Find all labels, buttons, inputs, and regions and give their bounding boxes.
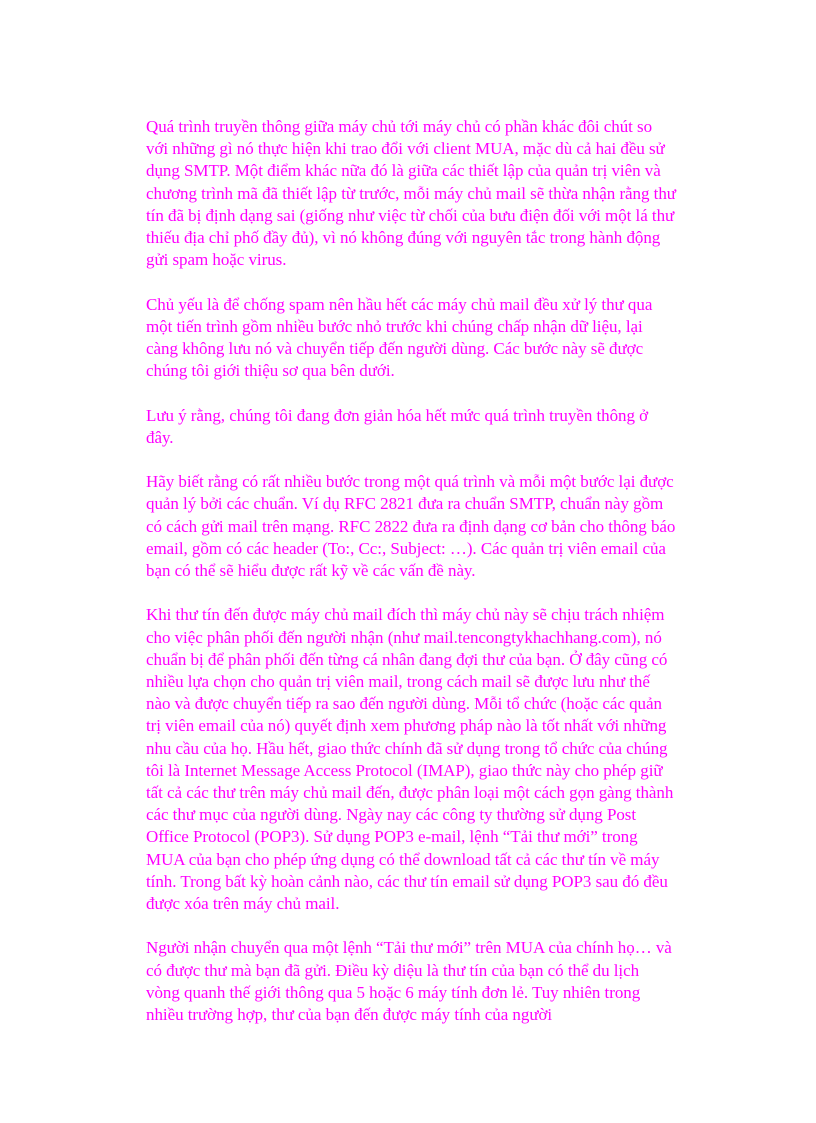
paragraph: Chủ yếu là để chống spam nên hầu hết các máy chủ mail đều xử lý thư qua một tiến trình gồm nhiều bước nhỏ trước khi chúng chấp nhận dữ liệu, lại càng không lưu nó và chuyển tiếp đến người dùng. Các bước này sẽ được chúng tôi giới thiệu sơ qua bên dưới. [146, 294, 653, 381]
paragraph: Lưu ý rằng, chúng tôi đang đơn giản hóa hết mức quá trình truyền thông ở đây. [146, 405, 649, 447]
document-body [146, 116, 676, 1026]
paragraph: Hãy biết rằng có rất nhiều bước trong một quá trình và mỗi một bước lại được quản lý bởi các chuẩn. Ví dụ RFC 2821 đưa ra chuẩn SMTP, chuẩn này gồm có cách gửi mail trên mạng. RFC 2822 đưa ra định dạng cơ bản cho thông báo email, gồm có các header (To:, Cc:, Subject: …). Các quản trị viên email của bạn có thể sẽ hiểu được rất kỹ về các vấn đề này. [146, 472, 676, 581]
paragraph: Quá trình truyền thông giữa máy chủ tới máy chủ có phần khác đôi chút so với những gì nó thực hiện khi trao đổi với client MUA, mặc dù cả hai đều sử dụng SMTP. Một điểm khác nữa đó là giữa các thiết lập của quản trị viên và chương trình mã đã thiết lập từ trước, mỗi máy chủ mail sẽ thừa nhận rằng thư tín đã bị định dạng sai (giống như việc từ chối của bưu điện đối với một lá thư thiếu địa chỉ phố đầy đủ), vì nó không đúng với nguyên tắc trong hành động gửi spam hoặc virus. [146, 117, 676, 270]
paragraph: Khi thư tín đến được máy chủ mail đích thì máy chủ này sẽ chịu trách nhiệm cho việc phân phối đến người nhận (như mail.tencongtykhachhang.com), nó chuẩn bị để phân phối đến từng cá nhân đang đợi thư của bạn. Ở đây cũng có nhiều lựa chọn cho quản trị viên mail, trong cách mail sẽ được lưu như thế nào và được chuyển tiếp ra sao đến người dùng. Mỗi tổ chức (hoặc các quản trị viên email của nó) quyết định xem phương pháp nào là tốt nhất với những nhu cầu của họ. Hầu hết, giao thức chính đã sử dụng trong tổ chức của chúng tôi là Internet Message Access Protocol (IMAP), giao thức này cho phép giữ tất cả các thư trên máy chủ mail đến, được phân loại một cách gọn gàng thành các thư mục của người dùng. Ngày nay các công ty thường sử dụng Post Office Protocol (POP3). Sử dụng POP3 e-mail, lệnh “Tải thư mới” trong MUA của bạn cho phép ứng dụng có thể download tất cả các thư tín về máy tính. Trong bất kỳ hoàn cảnh nào, các thư tín email sử dụng POP3 sau đó đều được xóa trên máy chủ mail. [146, 605, 674, 914]
paragraph: Người nhận chuyển qua một lệnh “Tải thư mới” trên MUA của chính họ… và có được thư mà bạn đã gửi. Điều kỳ diệu là thư tín của bạn có thể du lịch vòng quanh thế giới thông qua 5 hoặc 6 máy tính đơn lẻ. Tuy nhiên trong nhiều trường hợp, thư của bạn đến được máy tính của người [146, 938, 672, 1025]
